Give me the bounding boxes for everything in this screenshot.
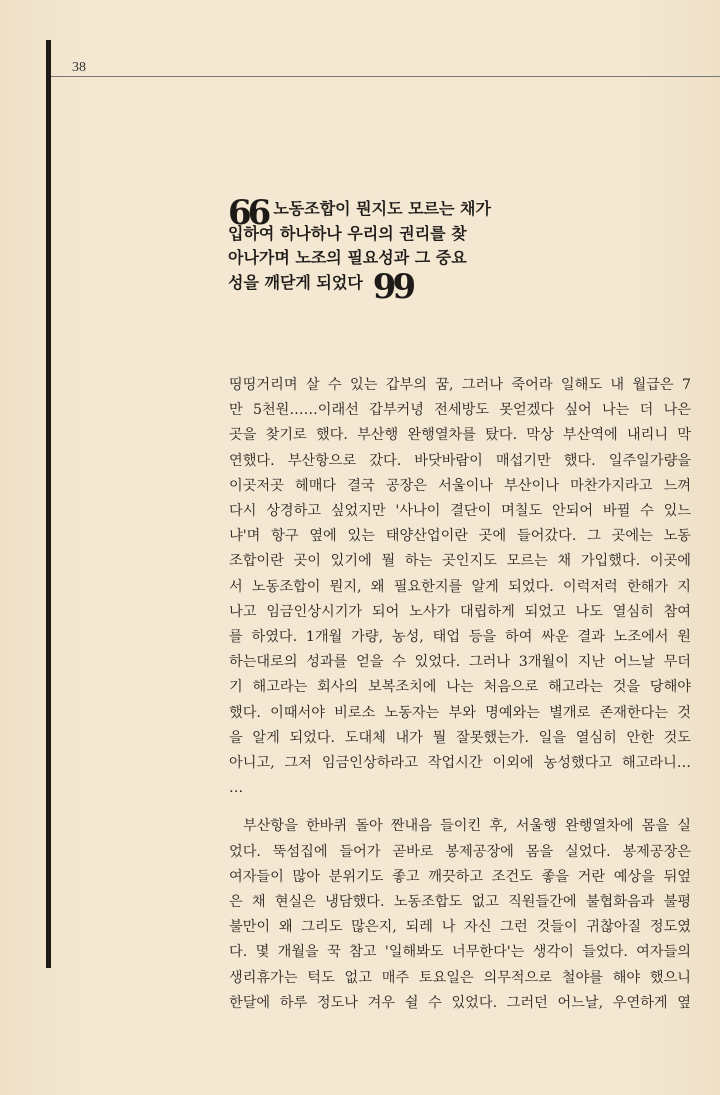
margin-rule: [46, 40, 51, 968]
paragraph-2: [229, 814, 691, 1016]
text-line: …: [229, 780, 244, 797]
close-quote-mark: 99: [372, 266, 413, 307]
open-quote-mark: 66: [228, 193, 268, 233]
paragraph-gap: [229, 801, 691, 814]
text-line: 여자들이 많아 분위기도 좋고 깨끗하고 조건도 좋을 거란 예상을 뒤엎: [229, 868, 691, 885]
text-line: 곳을 찾기로 했다. 부산행 완행열차를 탔다. 막상 부산역에 내리니 막: [229, 427, 691, 444]
text-line: 불만이 왜 그리도 많은지, 되레 나 자신 그런 것들이 귀찮아질 정도였: [229, 919, 691, 936]
text-line: 다. 몇 개월을 꾹 참고 '일해봐도 너무한다'는 생각이 들었다. 여자들의: [229, 944, 691, 961]
header-rule: [51, 76, 720, 77]
text-line: 나고 임금인상시기가 되어 노사가 대립하게 되었고 나도 열심히 참여: [229, 603, 691, 620]
text-line: 부산항을 한바퀴 돌아 짠내음 들이킨 후, 서울행 완행열차에 몸을 실: [243, 818, 691, 835]
text-line: 한달에 하루 정도나 겨우 쉴 수 있었다. 그러던 어느날, 우연하게 옆: [229, 994, 691, 1011]
page-number: 38: [72, 60, 86, 75]
pull-quote-line: 성을 깨닫게 되었다 99: [228, 266, 413, 307]
text-line: 은 채 현실은 냉담했다. 노동조합도 없고 직원들간에 불협화음과 불평: [229, 894, 691, 911]
text-line: 연했다. 부산항으로 갔다. 바닷바람이 매섭기만 했다. 일주일가량을: [229, 452, 691, 469]
text-line: 이곳저곳 헤매다 결국 공장은 서울이나 부산이나 마찬가지라고 느껴: [229, 477, 691, 494]
pull-quote-line: 아나가며 노조의 필요성과 그 중요: [228, 248, 467, 267]
text-line: 띵띵거리며 살 수 있는 갑부의 꿈, 그러나 죽어라 일해도 내 월급은 7: [229, 377, 691, 393]
pull-quote-line: 입하여 하나하나 우리의 권리를 찾: [228, 223, 467, 243]
text-line: 아니고, 그저 임금인상하라고 작업시간 이외에 농성했다고 해고라니…: [229, 755, 691, 772]
text-line: 다시 상경하고 싶었지만 '사나이 결단이 며칠도 안되어 바뀔 수 있느: [229, 503, 691, 520]
text-line: 생리휴가는 턱도 없고 매주 토요일은 의무적으로 철야를 해야 했으니: [229, 969, 691, 986]
text-line: 를 하였다. 1개월 가량, 농성, 태업 등을 하여 싸운 결과 노조에서 원: [229, 629, 691, 646]
text-line: 었다. 뚝섬집에 들어가 곧바로 봉제공장에 몸을 실었다. 봉제공장은: [229, 843, 691, 860]
text-line: 하는대로의 성과를 얻을 수 있었다. 그러나 3개월이 지난 어느날 무더: [229, 654, 691, 671]
text-line: 만 5천원……이래선 갑부커녕 전세방도 못얻겠다 싶어 나는 더 나은: [229, 402, 691, 419]
text-line: 을 알게 되었다. 도대체 내가 뭘 잘못했는가. 일을 열심히 안한 것도: [229, 729, 691, 746]
text-line: 조합이란 곳이 있기에 뭘 하는 곳인지도 모르는 채 가입했다. 이곳에: [229, 553, 691, 570]
text-line: 기 해고라는 회사의 보복조치에 나는 처음으로 해고라는 것을 당해야: [229, 679, 691, 696]
body-text: [229, 373, 691, 1016]
text-line: 했다. 이때서야 비로소 노동자는 부와 명예와는 별개로 존재한다는 것: [229, 704, 691, 721]
paragraph-1: [229, 373, 691, 801]
text-line: 냐'며 항구 옆에 있는 태양산업이란 곳에 들어갔다. 그 곳에는 노동: [229, 528, 691, 545]
text-line: 서 노동조합이 뭔지, 왜 필요한지를 알게 되었다. 이럭저럭 한해가 지: [229, 578, 691, 595]
pull-quote-line: 66 노동조합이 뭔지도 모르는 채가: [228, 193, 491, 233]
pull-quote: [228, 193, 508, 307]
